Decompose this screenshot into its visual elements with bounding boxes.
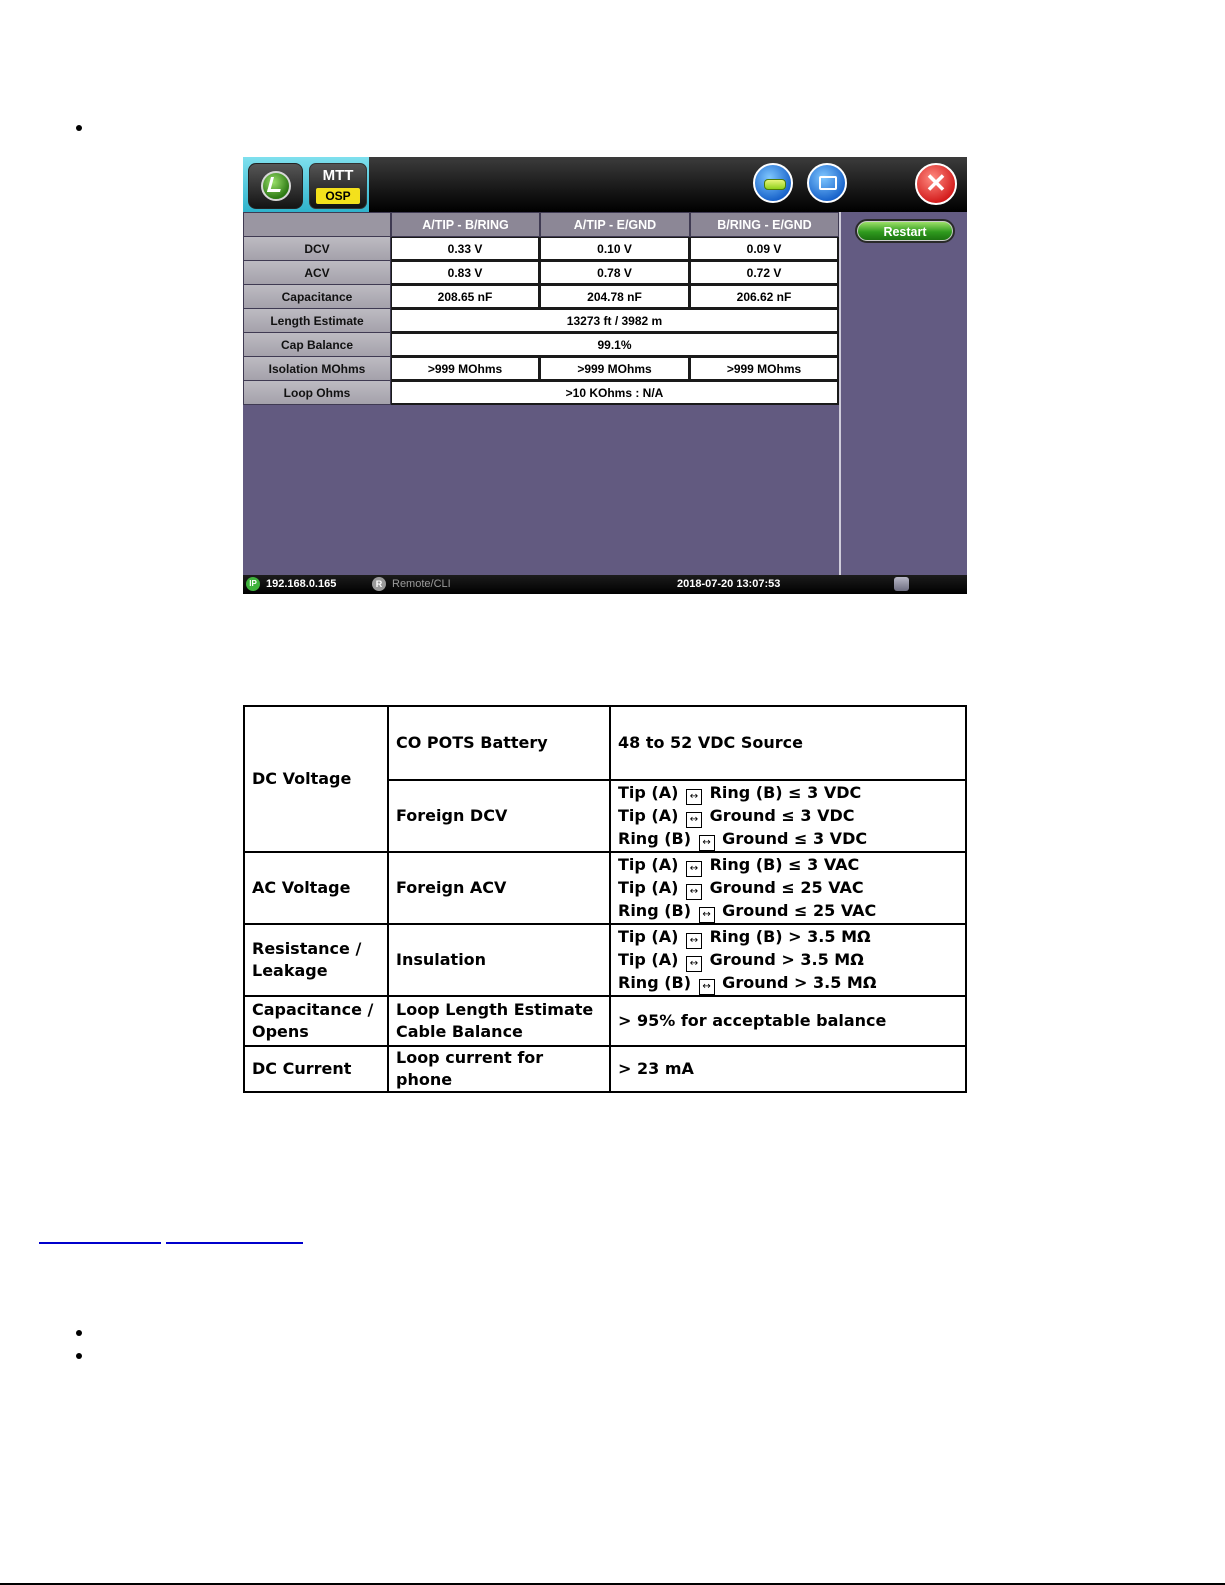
cell-value: 204.78 nF bbox=[540, 285, 690, 309]
table-row bbox=[243, 285, 839, 309]
criteria-line bbox=[618, 972, 958, 995]
app-badge bbox=[309, 163, 367, 209]
ip-icon: IP bbox=[246, 577, 260, 591]
list-bullet bbox=[76, 1353, 82, 1359]
cell-value: 13273 ft / 3982 m bbox=[391, 309, 839, 333]
cell-value: 0.09 V bbox=[690, 237, 839, 261]
criteria-text: Ground > 3.5 MΩ bbox=[704, 949, 864, 969]
spec-test: Foreign ACV bbox=[388, 852, 610, 924]
cell-value: 0.83 V bbox=[391, 261, 540, 285]
spec-criteria: > 95% for acceptable balance bbox=[610, 996, 966, 1046]
row-label: Capacitance bbox=[243, 285, 391, 309]
table-row bbox=[244, 706, 966, 780]
spec-test bbox=[388, 996, 610, 1046]
spec-test: Foreign DCV bbox=[388, 780, 610, 852]
spec-category: DC Current bbox=[244, 1046, 388, 1092]
table-row bbox=[243, 357, 839, 381]
cell-value: >999 MOhms bbox=[690, 357, 839, 381]
table-row bbox=[244, 996, 966, 1046]
spec-category: Resistance / Leakage bbox=[244, 924, 388, 996]
spec-test: Loop current for phone bbox=[388, 1046, 610, 1092]
open-folder-button[interactable] bbox=[807, 163, 847, 203]
action-panel bbox=[839, 212, 967, 575]
criteria-text: Tip (A) bbox=[618, 877, 684, 897]
close-icon: ✕ bbox=[925, 168, 947, 198]
back-button[interactable] bbox=[753, 163, 793, 203]
criteria-text: Ring (B) bbox=[618, 972, 697, 992]
spec-criteria bbox=[610, 780, 966, 852]
criteria-text: Ring (B) bbox=[618, 828, 697, 848]
bidirectional-arrow-icon: ↔ bbox=[699, 907, 715, 923]
text-link[interactable] bbox=[39, 1242, 161, 1244]
spec-criteria: 48 to 52 VDC Source bbox=[610, 706, 966, 780]
criteria-text: Ground > 3.5 MΩ bbox=[716, 972, 877, 992]
table-row bbox=[243, 333, 839, 357]
column-header: B/RING - E/GND bbox=[690, 212, 839, 237]
meter-screenshot bbox=[243, 157, 967, 594]
table-row bbox=[243, 309, 839, 333]
criteria-line bbox=[618, 949, 958, 972]
table-row bbox=[244, 852, 966, 924]
criteria-text: Tip (A) bbox=[618, 949, 684, 969]
bidirectional-arrow-icon: ↔ bbox=[686, 861, 702, 877]
row-label: Cap Balance bbox=[243, 333, 391, 357]
remote-icon: R bbox=[372, 577, 386, 591]
table-row bbox=[243, 381, 839, 405]
cell-value: 208.65 nF bbox=[391, 285, 540, 309]
network-icon bbox=[894, 577, 909, 591]
criteria-text: Ground ≤ 3 VDC bbox=[704, 805, 855, 825]
cell-value: 0.78 V bbox=[540, 261, 690, 285]
table-row bbox=[243, 237, 839, 261]
ip-address: 192.168.0.165 bbox=[266, 578, 337, 590]
device-toolbar bbox=[243, 157, 967, 212]
criteria-text: Tip (A) bbox=[618, 782, 684, 802]
list-bullet bbox=[76, 125, 82, 131]
table-row bbox=[244, 924, 966, 996]
criteria-text: Ring (B) ≤ 3 VAC bbox=[704, 854, 860, 874]
app-badge-subtitle: OSP bbox=[316, 188, 360, 204]
column-header: A/TIP - B/RING bbox=[391, 212, 540, 237]
spec-category: Capacitance / Opens bbox=[244, 996, 388, 1046]
criteria-text: Ring (B) bbox=[618, 900, 697, 920]
criteria-text: Ground ≤ 3 VDC bbox=[716, 828, 868, 848]
criteria-line bbox=[618, 854, 958, 877]
folder-icon bbox=[819, 176, 837, 190]
restart-button[interactable]: Restart bbox=[855, 219, 955, 243]
criteria-text: Tip (A) bbox=[618, 854, 684, 874]
spec-test: Insulation bbox=[388, 924, 610, 996]
home-logo-icon bbox=[261, 171, 291, 201]
text-link[interactable] bbox=[166, 1242, 303, 1244]
app-badge-title: MTT bbox=[322, 167, 354, 184]
back-arrow-icon bbox=[764, 179, 786, 190]
criteria-text: Ring (B) ≤ 3 VDC bbox=[704, 782, 862, 802]
criteria-line bbox=[618, 805, 958, 828]
row-label: DCV bbox=[243, 237, 391, 261]
spec-test-line: Loop Length Estimate bbox=[396, 1000, 594, 1019]
home-button[interactable] bbox=[248, 163, 303, 209]
spec-criteria: > 23 mA bbox=[610, 1046, 966, 1092]
home-tile bbox=[243, 157, 369, 212]
cell-value: >999 MOhms bbox=[391, 357, 540, 381]
bidirectional-arrow-icon: ↔ bbox=[686, 789, 702, 805]
date-time: 2018-07-20 13:07:53 bbox=[677, 578, 781, 590]
results-header-row bbox=[243, 212, 839, 237]
cell-value: >10 KOhms : N/A bbox=[391, 381, 839, 405]
bidirectional-arrow-icon: ↔ bbox=[699, 979, 715, 995]
cell-value: 0.72 V bbox=[690, 261, 839, 285]
list-bullet bbox=[76, 1330, 82, 1336]
cell-value: >999 MOhms bbox=[540, 357, 690, 381]
column-header: A/TIP - E/GND bbox=[540, 212, 690, 237]
row-label: Isolation MOhms bbox=[243, 357, 391, 381]
spec-category: AC Voltage bbox=[244, 852, 388, 924]
bidirectional-arrow-icon: ↔ bbox=[686, 956, 702, 972]
row-label: ACV bbox=[243, 261, 391, 285]
cell-value: 99.1% bbox=[391, 333, 839, 357]
criteria-text: Ring (B) > 3.5 MΩ bbox=[704, 926, 871, 946]
criteria-line bbox=[618, 828, 958, 851]
criteria-text: Ground ≤ 25 VAC bbox=[704, 877, 864, 897]
bidirectional-arrow-icon: ↔ bbox=[686, 933, 702, 949]
criteria-text: Ground ≤ 25 VAC bbox=[716, 900, 877, 920]
spec-table bbox=[243, 705, 967, 1093]
cell-value: 0.33 V bbox=[391, 237, 540, 261]
criteria-text: Tip (A) bbox=[618, 805, 684, 825]
criteria-line bbox=[618, 877, 958, 900]
criteria-text: Tip (A) bbox=[618, 926, 684, 946]
table-row bbox=[244, 1046, 966, 1092]
criteria-line bbox=[618, 926, 958, 949]
remote-status[interactable]: Remote/CLI bbox=[392, 578, 451, 590]
status-bar bbox=[243, 575, 967, 594]
spec-criteria bbox=[610, 852, 966, 924]
cell-value: 0.10 V bbox=[540, 237, 690, 261]
cell-value: 206.62 nF bbox=[690, 285, 839, 309]
criteria-line bbox=[618, 900, 958, 923]
header-corner bbox=[243, 212, 391, 237]
bidirectional-arrow-icon: ↔ bbox=[686, 812, 702, 828]
results-table bbox=[243, 212, 839, 405]
bidirectional-arrow-icon: ↔ bbox=[686, 884, 702, 900]
spec-test: CO POTS Battery bbox=[388, 706, 610, 780]
row-label: Loop Ohms bbox=[243, 381, 391, 405]
table-row bbox=[243, 261, 839, 285]
close-button[interactable] bbox=[915, 163, 957, 205]
bidirectional-arrow-icon: ↔ bbox=[699, 835, 715, 851]
spec-criteria bbox=[610, 924, 966, 996]
row-label: Length Estimate bbox=[243, 309, 391, 333]
spec-category: DC Voltage bbox=[244, 706, 388, 852]
spec-test-line: Cable Balance bbox=[396, 1022, 523, 1041]
criteria-line bbox=[618, 782, 958, 805]
